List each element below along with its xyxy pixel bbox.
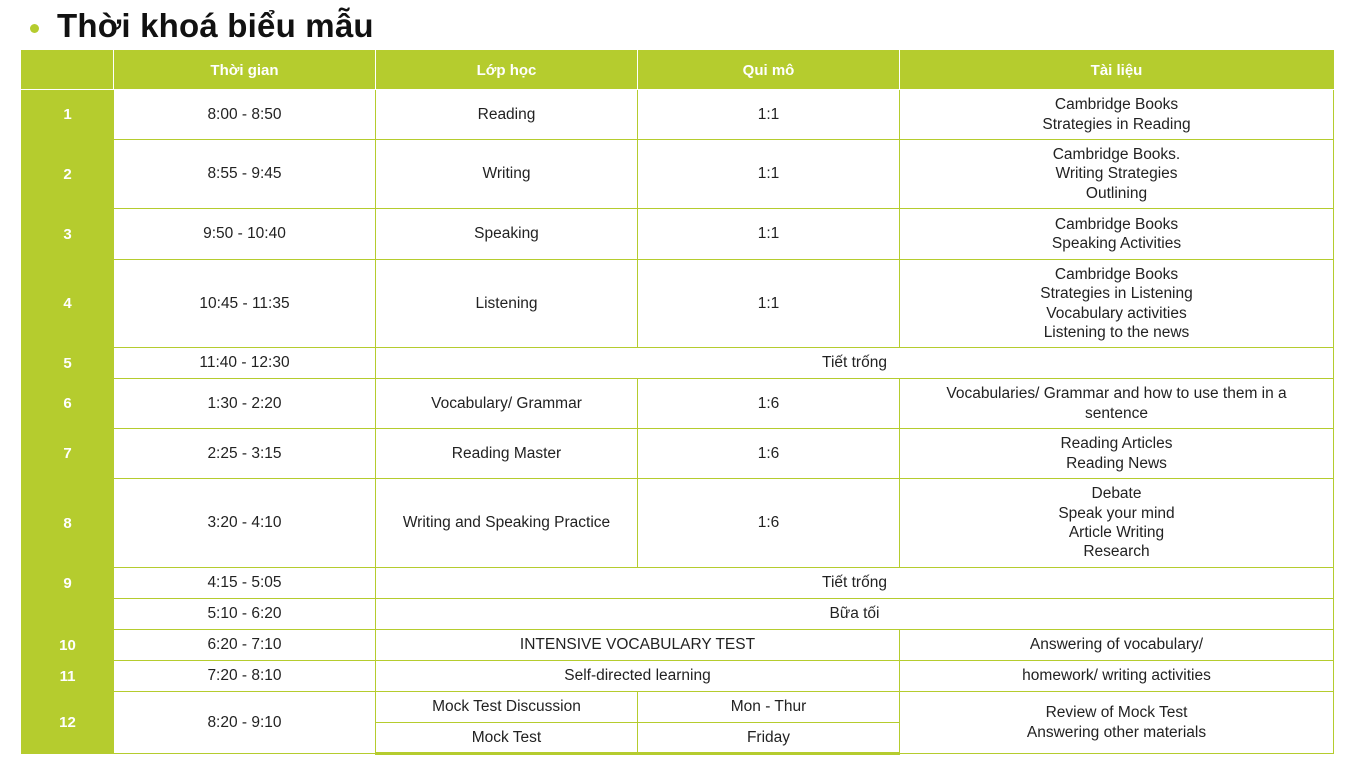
material-line: Vocabularies/ Grammar and how to use them in a — [946, 385, 1287, 403]
header-class: Lớp học — [376, 51, 638, 90]
class-cell: Mock Test Discussion — [376, 692, 638, 723]
class-cell: Listening — [376, 260, 638, 348]
scale-cell: Friday — [638, 723, 900, 754]
table-row — [22, 599, 1334, 630]
bullet-icon — [30, 24, 39, 33]
time-cell: 9:50 - 10:40 — [114, 209, 376, 260]
scale-cell: 1:6 — [638, 479, 900, 568]
material-line: Listening to the news — [1043, 323, 1190, 341]
material-line: Speaking Activities — [1051, 235, 1182, 252]
table-row — [22, 661, 1334, 692]
material-line: Outlining — [1085, 184, 1148, 202]
scale-cell: 1:1 — [638, 140, 900, 209]
materials-cell — [900, 90, 1334, 140]
scale-cell: 1:1 — [638, 209, 900, 260]
header-number — [22, 51, 114, 90]
table-row — [22, 479, 1334, 568]
material-line: Cambridge Books — [1054, 215, 1179, 233]
row-number: 5 — [22, 348, 114, 379]
class-cell: Mock Test — [376, 723, 638, 754]
page-title: Thời khoá biểu mẫu — [57, 7, 374, 44]
material-line: Reading Articles — [1060, 435, 1173, 453]
class-cell: Writing and Speaking Practice — [376, 479, 638, 568]
class-cell: Reading Master — [376, 429, 638, 479]
header-materials: Tài liệu — [900, 51, 1334, 90]
row-number: 12 — [22, 692, 114, 754]
scale-cell: 1:1 — [638, 260, 900, 348]
scale-cell: 1:6 — [638, 429, 900, 479]
material-line: Cambridge Books — [1054, 96, 1179, 114]
time-cell: 8:55 - 9:45 — [114, 140, 376, 209]
materials-cell — [900, 429, 1334, 479]
time-cell: 8:20 - 9:10 — [114, 692, 376, 754]
material-line: Vocabulary activities — [1046, 304, 1187, 322]
material-line: homework/ writing activities — [1022, 667, 1211, 685]
row-number: 10 — [22, 630, 114, 661]
material-line: Cambridge Books. — [1052, 146, 1181, 164]
time-cell: 5:10 - 6:20 — [114, 599, 376, 630]
row-number: 3 — [22, 209, 114, 260]
material-line: Answering other materials — [1026, 723, 1207, 741]
materials-cell — [900, 630, 1334, 661]
material-line: Reading News — [1066, 454, 1167, 472]
activity-cell: Self-directed learning — [376, 661, 900, 692]
materials-cell — [900, 479, 1334, 568]
scale-cell: 1:6 — [638, 379, 900, 429]
material-line: Article Writing — [1068, 524, 1165, 541]
class-cell: Vocabulary/ Grammar — [376, 379, 638, 429]
row-number: 2 — [22, 140, 114, 209]
materials-cell — [900, 140, 1334, 209]
materials-cell — [900, 661, 1334, 692]
time-cell: 11:40 - 12:30 — [114, 348, 376, 379]
time-cell: 4:15 - 5:05 — [114, 568, 376, 599]
class-cell: Writing — [376, 140, 638, 209]
material-line: Research — [1083, 543, 1150, 561]
material-line: Speak your mind — [1058, 504, 1175, 522]
row-number: 4 — [22, 260, 114, 348]
schedule-table — [21, 50, 1334, 755]
material-line: sentence — [1085, 404, 1148, 422]
dinner-cell: Bữa tối — [376, 599, 1334, 630]
row-number — [22, 599, 114, 630]
scale-cell: 1:1 — [638, 90, 900, 140]
material-line: Strategies in Listening — [1040, 285, 1193, 303]
table-row — [22, 568, 1334, 599]
time-cell: 8:00 - 8:50 — [114, 90, 376, 140]
material-line: Cambridge Books — [1054, 265, 1179, 283]
title-block — [30, 4, 374, 48]
row-number: 6 — [22, 379, 114, 429]
row-number: 1 — [22, 90, 114, 140]
material-line: Strategies in Reading — [1042, 115, 1191, 133]
table-row — [22, 90, 1334, 140]
time-cell: 2:25 - 3:15 — [114, 429, 376, 479]
materials-cell — [900, 692, 1334, 754]
time-cell: 1:30 - 2:20 — [114, 379, 376, 429]
time-cell: 7:20 - 8:10 — [114, 661, 376, 692]
time-cell: 3:20 - 4:10 — [114, 479, 376, 568]
class-cell: Speaking — [376, 209, 638, 260]
table-row — [22, 379, 1334, 429]
materials-cell — [900, 209, 1334, 260]
class-cell: Reading — [376, 90, 638, 140]
row-number: 8 — [22, 479, 114, 568]
row-number: 7 — [22, 429, 114, 479]
free-period-cell: Tiết trống — [376, 348, 1334, 379]
table-row — [22, 140, 1334, 209]
material-line: Debate — [1091, 485, 1142, 503]
row-number: 11 — [22, 661, 114, 692]
material-line: Answering of vocabulary/ — [1029, 636, 1204, 654]
activity-cell: INTENSIVE VOCABULARY TEST — [376, 630, 900, 661]
table-row — [22, 630, 1334, 661]
scale-cell: Mon - Thur — [638, 692, 900, 723]
table-row — [22, 429, 1334, 479]
materials-cell — [900, 379, 1334, 429]
material-line: Writing Strategies — [1055, 165, 1178, 183]
header-row — [22, 51, 1334, 90]
row-number: 9 — [22, 568, 114, 599]
table-row — [22, 209, 1334, 260]
table-row — [22, 692, 1334, 723]
time-cell: 6:20 - 7:10 — [114, 630, 376, 661]
time-cell: 10:45 - 11:35 — [114, 260, 376, 348]
materials-cell — [900, 260, 1334, 348]
material-line: Review of Mock Test — [1045, 704, 1188, 722]
header-scale: Qui mô — [638, 51, 900, 90]
free-period-cell: Tiết trống — [376, 568, 1334, 599]
table-row — [22, 260, 1334, 348]
table-row — [22, 348, 1334, 379]
header-time: Thời gian — [114, 51, 376, 90]
